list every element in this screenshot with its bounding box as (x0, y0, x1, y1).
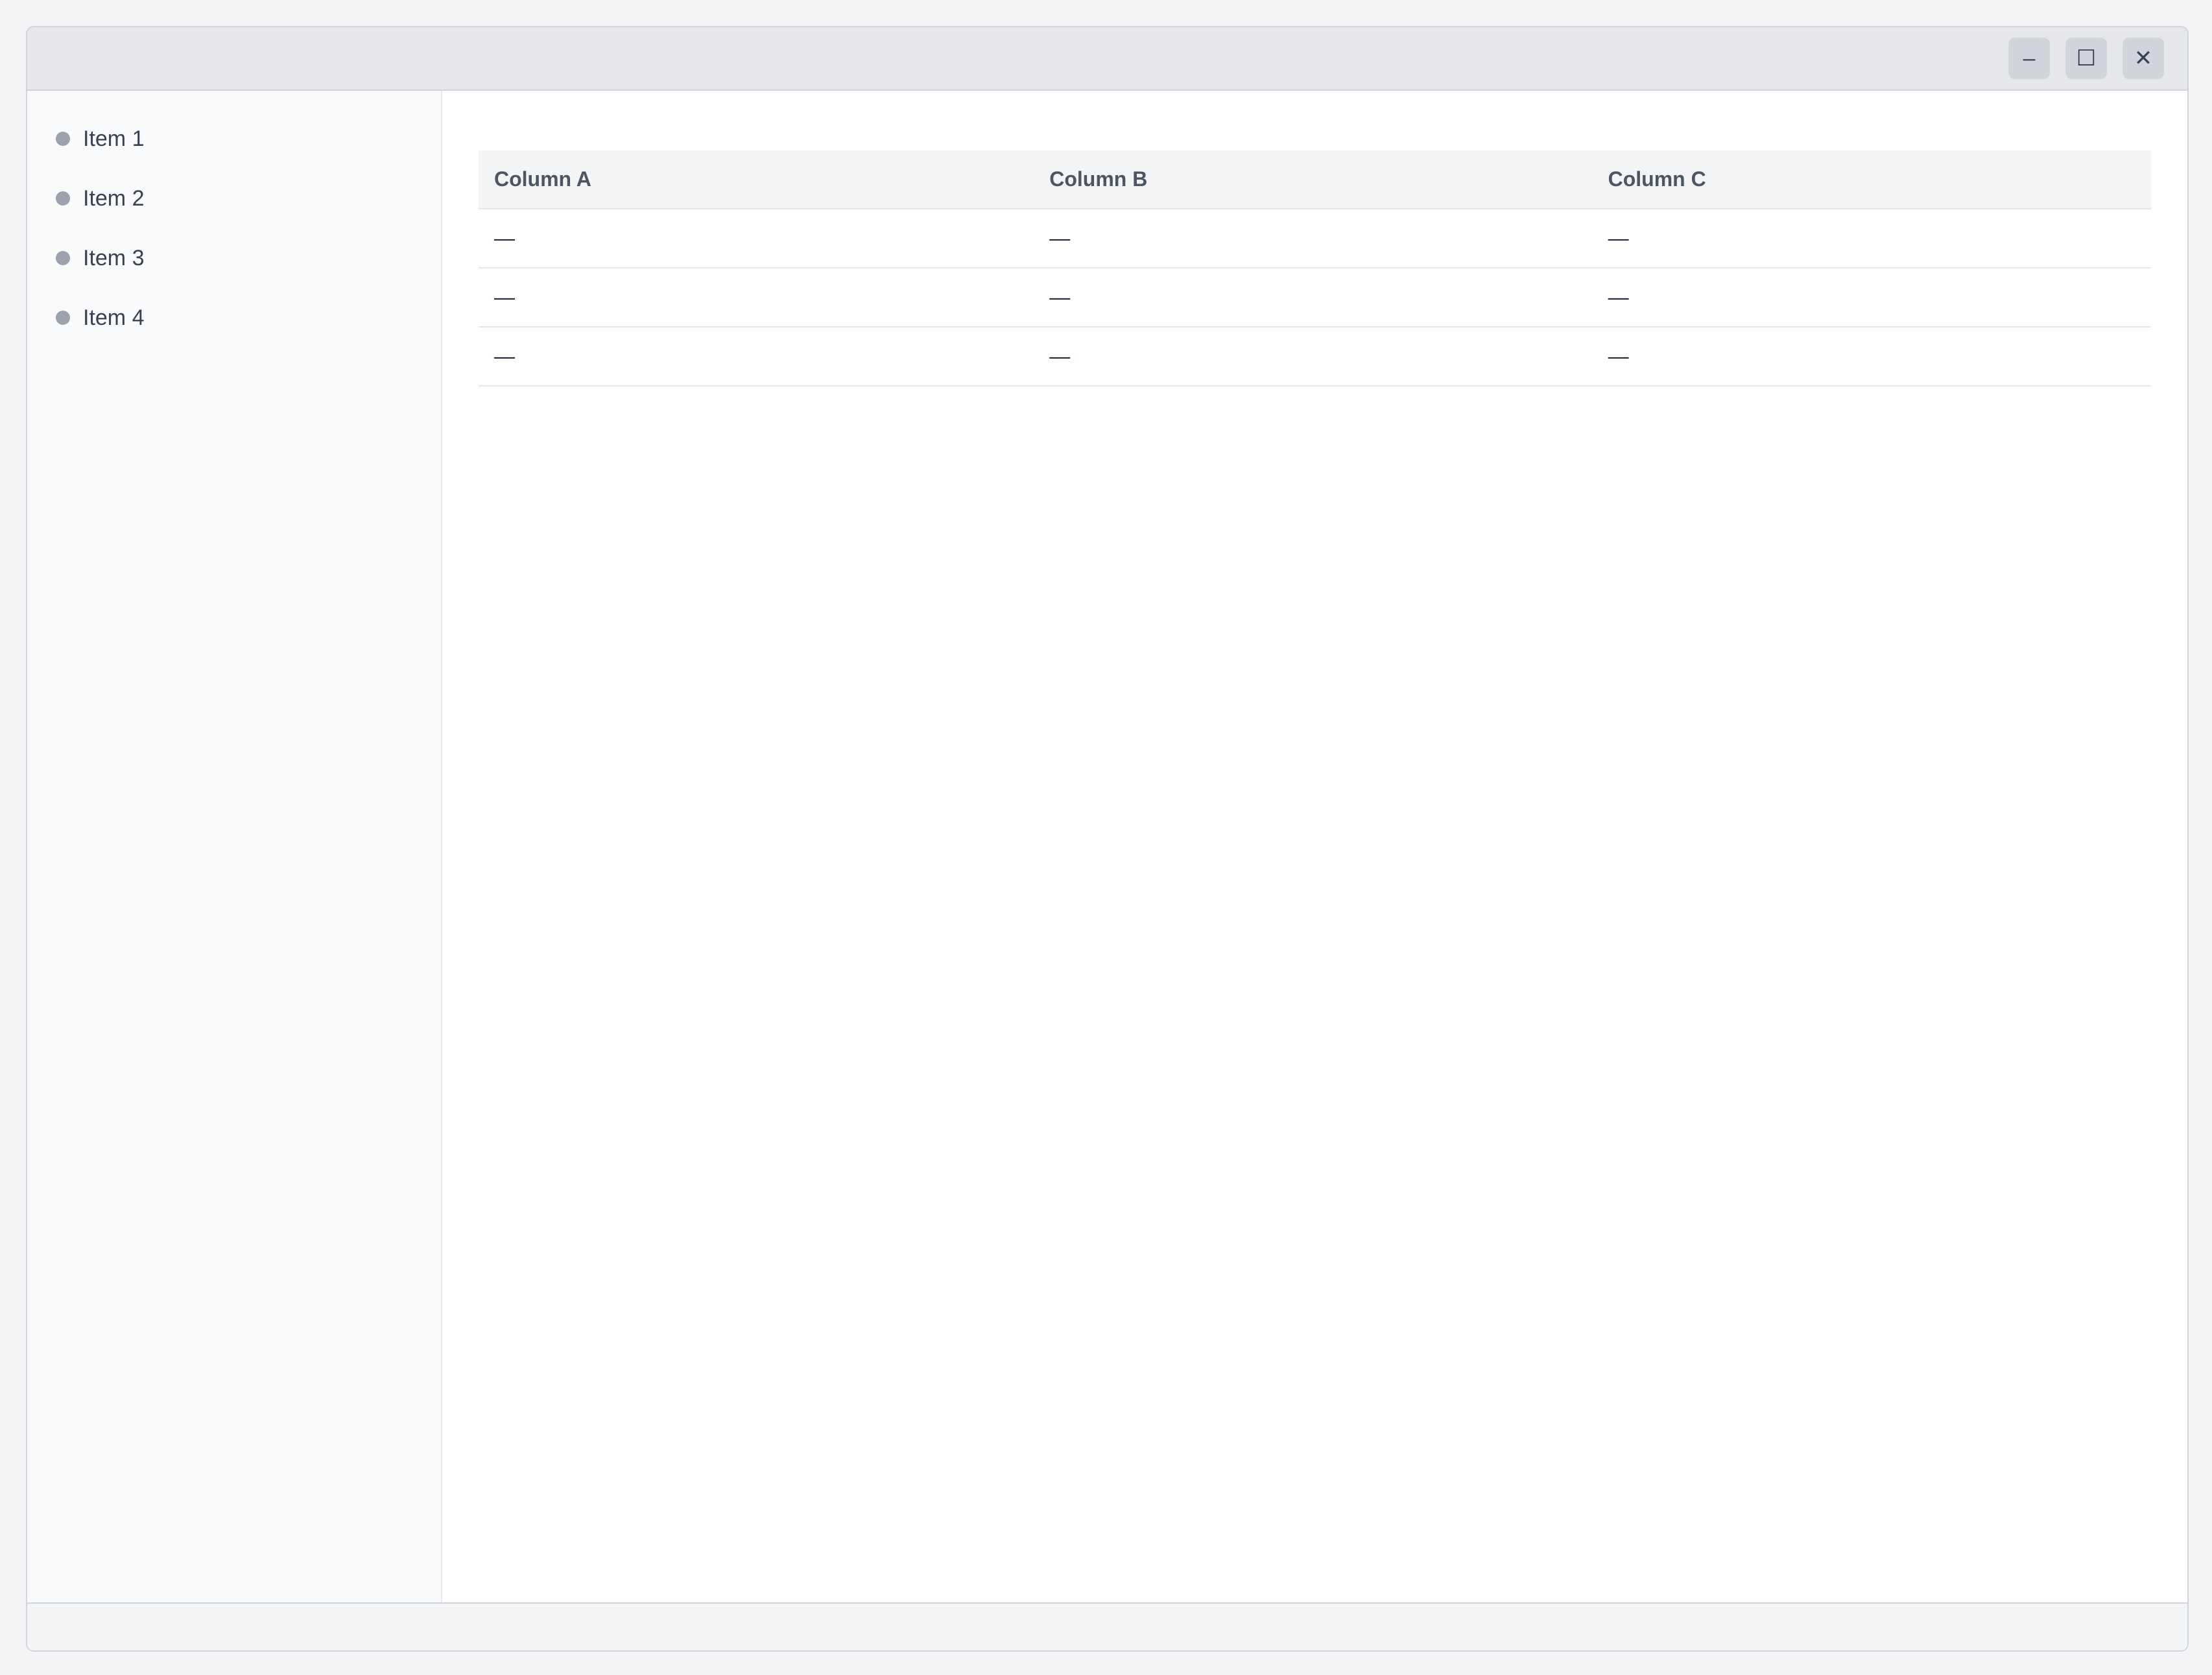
sidebar-item-label: Item 4 (83, 305, 145, 330)
sidebar-item-label: Item 2 (83, 185, 145, 211)
bullet-icon (56, 132, 70, 146)
table-row[interactable] (479, 268, 2151, 327)
main-panel (442, 91, 2187, 1602)
sidebar (27, 91, 442, 1602)
bullet-icon (56, 251, 70, 265)
window-body (27, 91, 2187, 1602)
table-cell: — (479, 327, 1034, 386)
sidebar-item-2[interactable] (43, 171, 425, 226)
table-cell: — (1034, 327, 1592, 386)
title-bar (27, 27, 2187, 91)
table-header-cell[interactable]: Column A (479, 150, 1034, 209)
data-table (479, 150, 2151, 386)
table-cell: — (1034, 209, 1592, 268)
sidebar-item-label: Item 1 (83, 126, 145, 151)
table-header-cell[interactable]: Column C (1593, 150, 2151, 209)
status-bar (27, 1602, 2187, 1650)
table-cell: — (1034, 268, 1592, 327)
table-cell: — (1593, 268, 2151, 327)
table-header-row (479, 150, 2151, 209)
sidebar-item-1[interactable] (43, 112, 425, 166)
sidebar-item-3[interactable] (43, 231, 425, 285)
table-cell: — (479, 268, 1034, 327)
app-window (26, 26, 2189, 1652)
sidebar-item-4[interactable] (43, 291, 425, 345)
table-header-cell[interactable]: Column B (1034, 150, 1592, 209)
table-row[interactable] (479, 327, 2151, 386)
minimize-icon[interactable]: – (2008, 38, 2050, 79)
close-icon[interactable]: ✕ (2123, 38, 2164, 79)
table-row[interactable] (479, 209, 2151, 268)
table-cell: — (479, 209, 1034, 268)
bullet-icon (56, 191, 70, 206)
table-cell: — (1593, 209, 2151, 268)
maximize-icon[interactable]: ☐ (2065, 38, 2107, 79)
bullet-icon (56, 311, 70, 325)
table-cell: — (1593, 327, 2151, 386)
sidebar-item-label: Item 3 (83, 245, 145, 270)
